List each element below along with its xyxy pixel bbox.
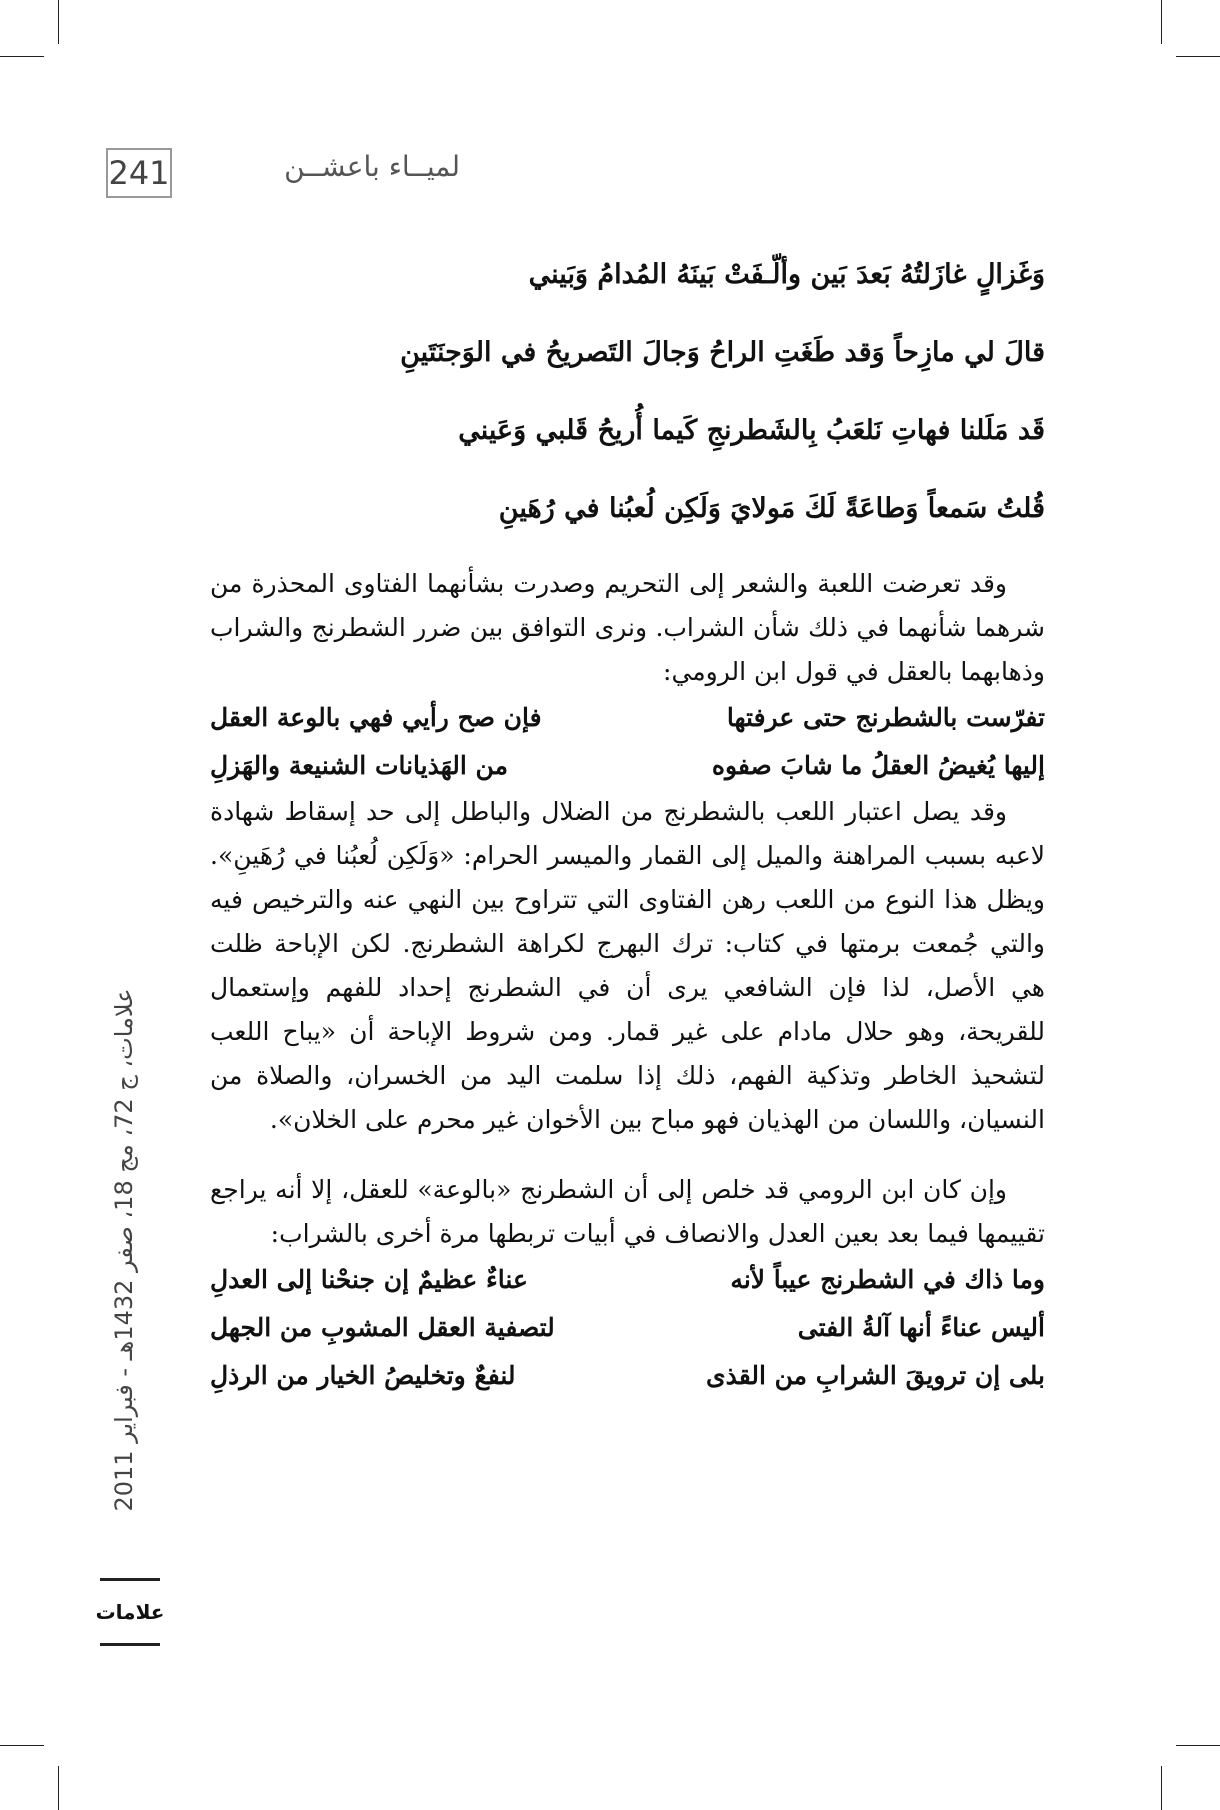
hemistich-second: لتصفية العقل المشوبِ من الجهل [210, 1313, 555, 1342]
hemistich-second: لنفعٌ وتخليصُ الخيار من الرذلِ [210, 1361, 516, 1390]
crop-mark [58, 0, 59, 44]
journal-logo: علامات [100, 1578, 160, 1646]
couplet [210, 694, 1045, 742]
poem-line: قَد مَلَلنا فهاتِ نَلعَبُ بِالشَطرنجِ كَيما أُريحُ قَلبي وَعَيني [458, 415, 1045, 446]
couplet [210, 1352, 1045, 1400]
poem-line: وَغَزالٍ غازَلتُهُ بَعدَ بَين وألّـفَتْ بَينَهُ المُدامُ وَبَيني [528, 259, 1045, 290]
crop-mark [58, 1766, 59, 1810]
crop-mark [1161, 1766, 1162, 1810]
hemistich-first: وما ذاك في الشطرنج عيباً لأنه [730, 1265, 1045, 1294]
hemistich-first: أليس عناءً أنها آلةُ الفتى [797, 1313, 1045, 1342]
crop-mark [0, 1745, 44, 1746]
article-body [210, 250, 1045, 1400]
couplet [210, 1256, 1045, 1304]
hemistich-first: بلى إن ترويقَ الشرابِ من القذى [706, 1361, 1045, 1390]
hemistich-second: عناءٌ عظيمٌ إن جنحْنا إلى العدلِ [210, 1265, 528, 1294]
hemistich-second: من الهَذيانات الشنيعة والهَزلِ [210, 751, 508, 780]
crop-mark [0, 56, 44, 57]
running-head-author: لميــاء باعشــن [284, 150, 460, 183]
poem-line: قالَ لي مازِحاً وَقد طَغَتِ الراحُ وَجالَ التَصريحُ في الوَجنَتَينِ [400, 337, 1045, 368]
crop-mark [1176, 56, 1220, 57]
couplet [210, 1304, 1045, 1352]
hemistich-first: إليها يُغيضُ العقلُ ما شابَ صفوه [711, 751, 1045, 780]
paragraph: وقد تعرضت اللعبة والشعر إلى التحريم وصدرت بشأنهما الفتاوى المحذرة من شرهما شأنهما في ذلك شأن الشراب. ونرى التوافق بين ضرر الشطرنج والشراب وذهابهما بالعقل في قول ابن الرومي: [210, 569, 1045, 686]
hemistich-second: فإن صح رأيي فهي بالوعة العقل [210, 703, 542, 732]
page-number: 241 [106, 148, 172, 198]
journal-citation: علامات، ج 72، مج 18، صفر 1432هـ - فبراير 2011 [110, 988, 138, 1512]
crop-mark [1176, 1745, 1220, 1746]
paragraph: وإن كان ابن الرومي قد خلص إلى أن الشطرنج «بالوعة» للعقل، إلا أنه يراجع تقييمها فيما بعد بعين العدل والانصاف في أبيات تربطها مرة أخرى بالشراب: [210, 1175, 1045, 1248]
poem-line: قُلتُ سَمعاً وَطاعَةً لَكَ مَولايَ وَلَكِن لُعبُنا في رُهَينِ [498, 493, 1045, 524]
crop-mark [1161, 0, 1162, 44]
hemistich-first: تفرّست بالشطرنج حتى عرفتها [726, 703, 1045, 732]
paragraph: وقد يصل اعتبار اللعب بالشطرنج من الضلال والباطل إلى حد إسقاط شهادة لاعبه بسبب المراهنة والميل إلى القمار والميسر الحرام: «وَلَكِن لُعبُنا في رُهَينِ». ويظل هذا النوع من اللعب رهن الفتاوى التي تتراوح بين النهي عنه والترخيص فيه والتي جُمعت برمتها في كتاب: ترك البهرج لكراهة الشطرنج. لكن الإباحة ظلت هي الأصل، لذا فإن الشافعي يرى أن في الشطرنج إحداد للفهم وإستعمال للقريحة، وهو حلال مادام على غير قمار. ومن شروط الإباحة أن «يباح اللعب لتشحيذ الخاطر وتذكية الفهم، ذلك إذا سلمت اليد من الخسران، والصلاة من النسيان، واللسان من الهذيان فهو مباح بين الأخوان غير محرم على الخلان». [210, 797, 1045, 1134]
couplet [210, 742, 1045, 790]
